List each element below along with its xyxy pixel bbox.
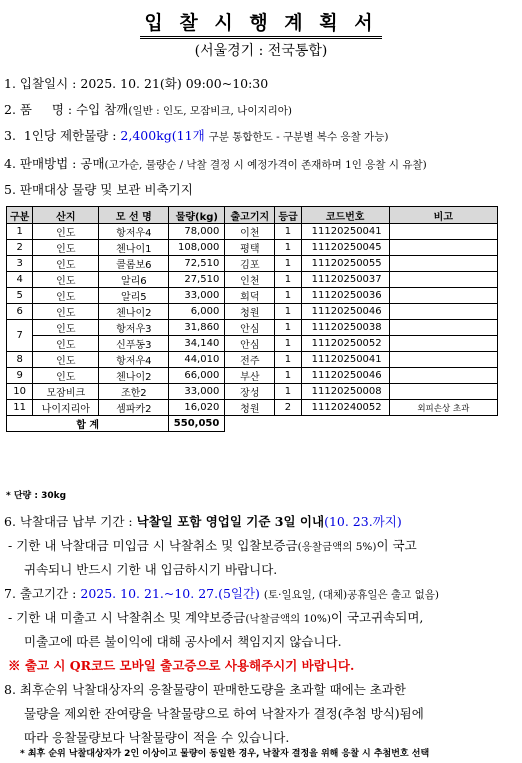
cell-vessel: 알리5 — [99, 288, 169, 304]
table-row — [7, 288, 498, 304]
section-7-line-2 — [8, 608, 423, 626]
table-row — [7, 320, 498, 336]
cell-note — [389, 368, 497, 384]
cell-qty: 33,000 — [169, 288, 225, 304]
cell-vessel: 항저우3 — [99, 320, 169, 336]
cell-vessel: 첸나이2 — [99, 304, 169, 320]
cell-depot: 평택 — [225, 240, 275, 256]
section-3 — [4, 126, 388, 144]
table-row — [7, 368, 498, 384]
cell-grade: 1 — [275, 272, 301, 288]
cell-qty: 72,510 — [169, 256, 225, 272]
cell-code: 11120250041 — [301, 352, 389, 368]
cell-origin: 인도 — [33, 288, 99, 304]
section-6-line-3: 귀속되니 반드시 기한 내 입금하시기 바랍니다. — [24, 562, 278, 577]
cell-vessel: 항저우4 — [99, 224, 169, 240]
cell-no: 7 — [7, 320, 33, 352]
cell-vessel: 셈파카2 — [99, 400, 169, 416]
table-row — [7, 240, 498, 256]
table-header-row — [7, 207, 498, 224]
cell-depot: 청원 — [225, 400, 275, 416]
cell-code: 11120250041 — [301, 224, 389, 240]
section-3-label: 3. 1인당 제한물량 : — [4, 128, 117, 143]
section-7-line-2a: - 기한 내 미출고 시 낙찰취소 및 계약보증금 — [8, 610, 246, 625]
section-4-value: 공매 — [80, 156, 105, 171]
cell-code: 11120250036 — [301, 288, 389, 304]
cell-vessel: 항저우4 — [99, 352, 169, 368]
cell-no: 9 — [7, 368, 33, 384]
table-row — [7, 384, 498, 400]
cell-vessel: 첸나이2 — [99, 368, 169, 384]
table-total-row — [7, 416, 498, 432]
cell-qty: 78,000 — [169, 224, 225, 240]
section-6-date: (10. 23.까지) — [324, 514, 402, 529]
table-row — [7, 272, 498, 288]
cell-depot: 부산 — [225, 368, 275, 384]
section-3-value: 2,400kg(11개 — [120, 128, 205, 143]
cell-code: 11120240052 — [301, 400, 389, 416]
section-2-detail: (일반 : 인도, 모잠비크, 나이지리아) — [128, 105, 292, 117]
cell-origin: 인도 — [33, 224, 99, 240]
cell-qty: 27,510 — [169, 272, 225, 288]
section-6-line-2b: (응찰금액의 5%) — [297, 541, 377, 553]
cell-origin: 인도 — [33, 304, 99, 320]
cell-no: 4 — [7, 272, 33, 288]
cell-no: 2 — [7, 240, 33, 256]
cell-note — [389, 240, 497, 256]
cell-note — [389, 304, 497, 320]
page-subtitle: (서울경기 : 전국통합) — [194, 43, 328, 59]
section-4-label: 4. 판매방법 : — [4, 156, 77, 171]
cell-code: 11120250046 — [301, 304, 389, 320]
total-value: 550,050 — [169, 416, 225, 432]
section-2-label: 2. 품 명 : — [4, 102, 73, 117]
cell-code: 11120250008 — [301, 384, 389, 400]
cell-note — [389, 256, 497, 272]
section-2 — [4, 100, 292, 118]
section-1-label: 1. 입찰일시 : — [4, 76, 77, 91]
cell-no: 8 — [7, 352, 33, 368]
cell-qty: 6,000 — [169, 304, 225, 320]
col-header: 물량(kg) — [169, 207, 225, 224]
cell-qty: 66,000 — [169, 368, 225, 384]
cell-note — [389, 224, 497, 240]
section-6-line-2 — [8, 536, 417, 554]
section-6-line-2c: 이 국고 — [376, 538, 417, 553]
cell-grade: 1 — [275, 240, 301, 256]
section-2-value: 수입 참깨 — [76, 102, 129, 117]
col-header: 산지 — [33, 207, 99, 224]
section-8-line-1: 8. 최후순위 낙찰대상자의 응찰물량이 판매한도량을 초과할 때에는 초과한 — [4, 682, 406, 697]
cell-origin: 인도 — [33, 336, 99, 352]
cell-depot: 안심 — [225, 320, 275, 336]
cell-grade: 1 — [275, 304, 301, 320]
section-4 — [4, 154, 427, 172]
cell-origin: 나이지리아 — [33, 400, 99, 416]
cell-qty: 108,000 — [169, 240, 225, 256]
cell-grade: 1 — [275, 256, 301, 272]
section-7-detail: (토·일요일, (대체)공휴일은 출고 없음) — [263, 589, 439, 601]
total-label: 합 계 — [7, 416, 169, 432]
cell-vessel: 조한2 — [99, 384, 169, 400]
section-8-line-3: 따라 응찰물량보다 낙찰물량이 적을 수 있습니다. — [24, 730, 290, 745]
cell-no: 11 — [7, 400, 33, 416]
cell-note — [389, 288, 497, 304]
cell-grade: 1 — [275, 384, 301, 400]
cell-depot: 인천 — [225, 272, 275, 288]
section-7-line-2b: (낙찰금액의 10%) — [245, 613, 331, 625]
cell-code: 11120250055 — [301, 256, 389, 272]
unit-note: * 단량 : 30kg — [6, 491, 67, 501]
qr-warning: ※ 출고 시 QR코드 모바일 출고증으로 사용해주시기 바랍니다. — [8, 658, 355, 673]
section-8-line-2: 물량을 제외한 잔여량을 낙찰물량으로 하여 낙찰자가 결정(추첨 방식)됨에 — [24, 706, 424, 721]
col-header: 코드번호 — [301, 207, 389, 224]
cell-qty: 44,010 — [169, 352, 225, 368]
section-1-value: 2025. 10. 21(화) 09:00~10:30 — [80, 76, 269, 91]
section-7-line-2c: 이 국고귀속되며, — [330, 610, 424, 625]
cell-origin: 인도 — [33, 272, 99, 288]
col-header: 출고기지 — [225, 207, 275, 224]
section-5-label: 5. 판매대상 물량 및 보관 비축기지 — [4, 182, 193, 197]
cell-code: 11120250045 — [301, 240, 389, 256]
cell-note — [389, 320, 497, 336]
section-7 — [4, 584, 439, 602]
cell-no: 5 — [7, 288, 33, 304]
cell-depot: 이천 — [225, 224, 275, 240]
cell-grade: 1 — [275, 352, 301, 368]
section-7-value: 2025. 10. 21.~10. 27.(5일간) — [80, 586, 260, 601]
table-row — [7, 256, 498, 272]
section-4-detail: (고가순, 물량순 / 낙찰 결정 시 예정가격이 존재하며 1인 응찰 시 유찰) — [104, 159, 427, 171]
cell-depot: 청원 — [225, 304, 275, 320]
cell-grade: 1 — [275, 224, 301, 240]
section-6-value: 낙찰일 포함 영업일 기준 3일 이내 — [136, 514, 325, 529]
stock-table — [6, 206, 498, 432]
cell-qty: 16,020 — [169, 400, 225, 416]
page-title: 입 찰 시 행 계 획 서 — [140, 8, 381, 39]
cell-depot: 안심 — [225, 336, 275, 352]
table-row — [7, 304, 498, 320]
table-row — [7, 352, 498, 368]
title-wrap — [0, 8, 522, 39]
cell-depot: 김포 — [225, 256, 275, 272]
section-7-label: 7. 출고기간 : — [4, 586, 77, 601]
cell-no: 3 — [7, 256, 33, 272]
cell-origin: 인도 — [33, 320, 99, 336]
cell-note — [389, 272, 497, 288]
section-5 — [4, 180, 193, 198]
col-header: 모 선 명 — [99, 207, 169, 224]
cell-origin: 인도 — [33, 352, 99, 368]
cell-code: 11120250046 — [301, 368, 389, 384]
cell-note — [389, 336, 497, 352]
cell-code: 11120250037 — [301, 272, 389, 288]
cell-code: 11120250052 — [301, 336, 389, 352]
cell-code: 11120250038 — [301, 320, 389, 336]
cell-grade: 1 — [275, 368, 301, 384]
cell-vessel: 첸나이1 — [99, 240, 169, 256]
cell-grade: 1 — [275, 320, 301, 336]
cell-grade: 1 — [275, 336, 301, 352]
cell-depot: 회덕 — [225, 288, 275, 304]
section-6-label: 6. 낙찰대금 납부 기간 : — [4, 514, 133, 529]
section-8-footnote: * 최후 순위 낙찰대상자가 2인 이상이고 물량이 동일한 경우, 낙찰자 결정을 위해 응찰 시 추첨번호 선택 — [20, 749, 430, 759]
cell-qty: 31,860 — [169, 320, 225, 336]
cell-depot: 전주 — [225, 352, 275, 368]
col-header: 등급 — [275, 207, 301, 224]
cell-vessel: 알리6 — [99, 272, 169, 288]
cell-grade: 2 — [275, 400, 301, 416]
cell-origin: 인도 — [33, 240, 99, 256]
table-row — [7, 224, 498, 240]
section-3-detail: 구분 통합한도 - 구분별 복수 응찰 가능) — [208, 131, 389, 143]
cell-note — [389, 352, 497, 368]
col-header: 비고 — [389, 207, 497, 224]
cell-grade: 1 — [275, 288, 301, 304]
cell-vessel: 신푸동3 — [99, 336, 169, 352]
section-6 — [4, 512, 402, 530]
section-7-line-3: 미출고에 따른 불이익에 대해 공사에서 책임지지 않습니다. — [24, 634, 342, 649]
table-row — [7, 400, 498, 416]
cell-depot: 장성 — [225, 384, 275, 400]
cell-no: 6 — [7, 304, 33, 320]
cell-origin: 모잠비크 — [33, 384, 99, 400]
section-1 — [4, 74, 268, 92]
section-6-line-2a: - 기한 내 낙찰대금 미입금 시 낙찰취소 및 입찰보증금 — [8, 538, 298, 553]
cell-origin: 인도 — [33, 368, 99, 384]
cell-note: 외피손상 초과 — [389, 400, 497, 416]
cell-qty: 33,000 — [169, 384, 225, 400]
cell-note — [389, 384, 497, 400]
cell-vessel: 콜롬보6 — [99, 256, 169, 272]
cell-no: 10 — [7, 384, 33, 400]
col-header: 구분 — [7, 207, 33, 224]
cell-origin: 인도 — [33, 256, 99, 272]
table-row — [7, 336, 498, 352]
cell-qty: 34,140 — [169, 336, 225, 352]
cell-no: 1 — [7, 224, 33, 240]
